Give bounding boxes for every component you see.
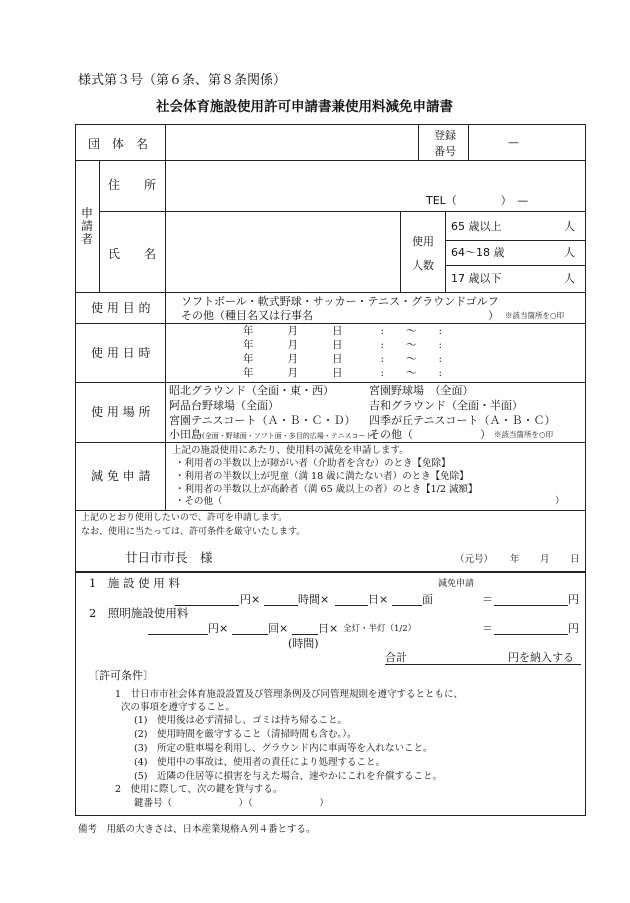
addressee: 廿日市市長 様 [125, 550, 213, 565]
condition-sub: (2) 使用時間を厳守すること（清掃時間も含む。）。 [134, 729, 357, 740]
purpose-other-close: ） [488, 309, 499, 322]
place-label: 使 用 場 所 [91, 405, 151, 419]
lighting-fee-yen: 円 [568, 622, 579, 635]
condition-sub: (4) 使用中の事故は、使用者の責任により処理すること。 [134, 757, 385, 768]
age-65-plus-unit: 人 [564, 220, 575, 233]
total-amount-field[interactable] [412, 650, 506, 664]
datetime-label: 使 用 日 時 [91, 346, 151, 360]
equals-sign: ＝ [482, 593, 493, 606]
place-option[interactable]: 吉和グラウンド（全面・半面） [369, 399, 523, 412]
age-under-17-unit: 人 [564, 272, 575, 285]
datetime-row[interactable]: 年 月 日 : ～ : [243, 353, 443, 365]
purpose-label: 使 用 目 的 [91, 301, 151, 315]
condition-2: 2 使用に際して、次の鍵を貸与する。 [115, 784, 283, 795]
tel-label: TEL（ ） — [426, 194, 529, 207]
reduction-option[interactable]: ・利用者の半数以上が児童（満 18 歳に満たない者）のとき【免除】 [175, 471, 469, 482]
datetime-row[interactable]: 年 月 日 : ～ : [243, 325, 443, 337]
equals-sign-2: ＝ [482, 622, 493, 635]
form-number: 様式第３号（第６条、第８条関係） [78, 73, 287, 88]
purpose-options[interactable]: ソフトボール・軟式野球・サッカー・テニス・グラウンドゴルフ [181, 295, 499, 308]
conditions-heading: 〔許可条件〕 [88, 669, 154, 682]
times-label: 回× [268, 622, 289, 635]
reduction-option-other[interactable]: ・その他（ [175, 496, 223, 507]
users-label-1: 使用 [412, 235, 434, 248]
place-option[interactable]: 阿品台野球場（全面） [169, 399, 279, 412]
tel-field[interactable] [455, 192, 575, 208]
reduction-intro: 上記の施設使用にあたり、使用料の減免を申請します。 [172, 445, 409, 456]
hours-paren-label: (時間) [288, 637, 319, 650]
lighting-fee-inputs[interactable] [148, 621, 573, 635]
age-18-64-label: 64～18 歳 [451, 246, 505, 259]
lamp-label: 全灯・半灯（1/2） [343, 624, 417, 634]
form-title: 社会体育施設使用許可申請書兼使用料減免申請書 [156, 99, 453, 115]
reduction-other-close: ） [555, 496, 565, 507]
name-label: 氏 名 [108, 247, 157, 261]
condition-sub: (5) 近隣の住居等に損害を与えた場合、速やかにこれを弁償すること。 [134, 771, 442, 782]
declaration-line-2: なお、使用に当たっては、許可条件を厳守いたします。 [81, 527, 306, 537]
pay-label: 円を納入する [508, 651, 574, 664]
condition-1-cont: 次の事項を遵守すること。 [121, 702, 236, 713]
condition-1: 1 廿日市市社会体育施設設置及び管理条例及び同管理規則を遵守するとともに、 [115, 689, 464, 700]
age-under-17-label: 17 歳以下 [451, 272, 502, 285]
place-option[interactable]: 宮園野球場 （全面） [369, 384, 474, 397]
place-option[interactable]: 小田島(全面・野球面・ソフト面・多目的広場・テニスコート) [169, 428, 376, 441]
place-option[interactable]: 四季が丘テニスコート（Ａ・Ｂ・Ｃ） [369, 414, 556, 427]
face-label: 面 [422, 593, 433, 606]
address-label: 住 所 [108, 178, 157, 192]
place-option[interactable]: 宮園テニスコート（Ａ・Ｂ・Ｃ・Ｄ） [169, 414, 356, 427]
place-other[interactable]: その他（ [369, 428, 413, 441]
datetime-row[interactable]: 年 月 日 : ～ : [243, 339, 443, 351]
purpose-other[interactable]: その他（種目名又は行事名 [181, 309, 313, 322]
date-day: 日 [570, 554, 580, 565]
address-field[interactable] [167, 162, 417, 209]
yen-times-label-2: 円× [208, 622, 229, 635]
yen-times-label: 円× [240, 593, 261, 606]
facility-fee-title: 1 施 設 使 用 料 [89, 576, 180, 590]
purpose-note: ※該当箇所を○印 [505, 311, 565, 320]
date-month: 月 [540, 554, 550, 565]
group-name-field[interactable] [167, 126, 416, 158]
place-note: ※該当箇所を○印 [494, 430, 554, 439]
applicant-side-label: 申 請 者 [81, 206, 94, 246]
name-field[interactable] [167, 213, 398, 290]
reduction-label: 減 免 申 請 [91, 469, 151, 483]
condition-sub: (1) 使用後は必ず清掃し、ゴミは持ち帰ること。 [134, 715, 347, 726]
reduction-option[interactable]: ・利用者の半数以上が高齢者（満 65 歳以上の者）のとき【1/2 減額】 [175, 484, 478, 495]
total-label: 合計 [385, 651, 407, 664]
registration-label-2: 番号 [434, 145, 456, 158]
registration-label-1: 登録 [434, 129, 456, 142]
footer-note: 備考 用紙の大きさは、日本産業規格Ａ列４番とする。 [78, 824, 316, 835]
key-number-field[interactable]: 鍵番号（ ）（ ） [134, 798, 329, 809]
hours-times-label: 時間× [298, 593, 330, 606]
place-other-close: ） [480, 428, 491, 441]
date-era: （元号） [455, 554, 494, 565]
days-times-label: 日× [368, 593, 389, 606]
condition-sub: (3) 所定の駐車場を利用し、グラウンド内に車両等を入れないこと。 [134, 743, 433, 754]
age-18-64-unit: 人 [564, 246, 575, 259]
datetime-row[interactable]: 年 月 日 : ～ : [243, 367, 443, 379]
date-year: 年 [510, 554, 520, 565]
group-name-label: 団 体 名 [88, 137, 149, 151]
users-label-2: 人数 [412, 259, 434, 272]
facility-fee-inputs[interactable] [175, 592, 573, 606]
reduction-option[interactable]: ・利用者の半数以上が障がい者（介助者を含む）のとき【免除】 [175, 458, 451, 469]
facility-fee-yen: 円 [568, 593, 579, 606]
age-65-plus-label: 65 歳以上 [451, 220, 502, 233]
place-option[interactable]: 昭北グラウンド（全面・東・西） [169, 384, 334, 397]
declaration-line-1: 上記のとおり使用したいので、許可を申請します。 [81, 513, 288, 523]
registration-number-field[interactable]: — [508, 136, 519, 149]
lighting-fee-title: 2 照明施設使用料 [89, 606, 189, 620]
days-times-label-2: 日× [318, 622, 339, 635]
reduction-application-label: 減免申請 [438, 579, 475, 589]
